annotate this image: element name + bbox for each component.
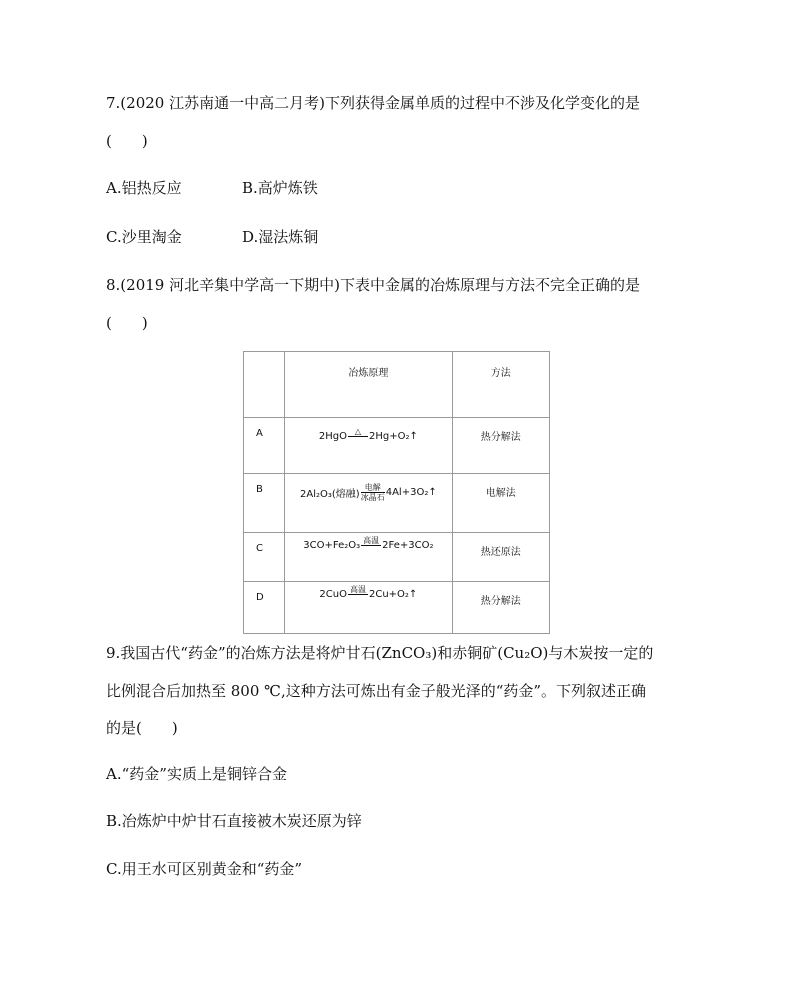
table-header-principle: 冶炼原理 xyxy=(285,352,452,418)
q9-option-c: C.用王水可区别黄金和“药金” xyxy=(106,860,303,878)
reactants: 2Al₂O₃(熔融) xyxy=(300,489,360,500)
q9-stem-line3: 的是( ) xyxy=(106,719,178,737)
reactants: 2HgO xyxy=(318,431,347,442)
products: 2Cu+O₂↑ xyxy=(368,589,418,600)
q7-option-c: C.沙里淘金 xyxy=(106,228,182,246)
method-cell: 热分解法 xyxy=(452,582,549,634)
q7-option-a: A.铝热反应 xyxy=(106,179,182,197)
reaction-condition xyxy=(348,585,368,604)
condition-top: 电解 xyxy=(364,483,381,492)
products: 2Hg+O₂↑ xyxy=(368,431,418,442)
row-label: D xyxy=(244,582,285,634)
products: 4Al+3O₂↑ xyxy=(385,487,437,498)
equation-cell xyxy=(285,533,452,582)
q8-stem: 8.(2019 河北辛集中学高一下期中)下表中金属的冶炼原理与方法不完全正确的是 xyxy=(106,276,640,294)
reaction-condition xyxy=(348,427,368,446)
condition-bottom: 冰晶石 xyxy=(360,493,385,502)
reaction-condition xyxy=(361,483,385,502)
reactants: 2CuO xyxy=(319,589,347,600)
q7-option-d: D.湿法炼铜 xyxy=(242,228,319,246)
q9-stem-line1: 9.我国古代“药金”的冶炼方法是将炉甘石(ZnCO₃)和赤铜矿(Cu₂O)与木炭按一定的 xyxy=(106,644,654,662)
reaction-condition xyxy=(361,536,381,555)
row-label: A xyxy=(244,418,285,474)
q9-option-b: B.冶炼炉中炉甘石直接被木炭还原为锌 xyxy=(106,812,362,830)
q7-answer-paren: ( ) xyxy=(106,132,148,150)
method-cell: 电解法 xyxy=(452,474,549,533)
table-row xyxy=(244,533,550,582)
reactants: 3CO+Fe₂O₃ xyxy=(303,540,361,551)
row-label: B xyxy=(244,474,285,533)
q9-option-a: A.“药金”实质上是铜锌合金 xyxy=(106,765,287,783)
equals-bar xyxy=(348,436,368,437)
q9-stem-line2: 比例混合后加热至 800 ℃,这种方法可炼出有金子般光泽的“药金”。下列叙述正确 xyxy=(106,682,647,700)
table-row xyxy=(244,582,550,634)
row-label: C xyxy=(244,533,285,582)
q8-answer-paren: ( ) xyxy=(106,314,148,332)
method-cell: 热还原法 xyxy=(452,533,549,582)
table-row xyxy=(244,474,550,533)
table-header-row xyxy=(244,352,550,418)
equation-cell xyxy=(285,582,452,634)
equation-cell xyxy=(285,418,452,474)
condition-top: 高温 xyxy=(363,536,380,545)
equation-cell xyxy=(285,474,452,533)
condition-top: 高温 xyxy=(349,585,366,594)
equals-bar xyxy=(361,545,381,546)
products: 2Fe+3CO₂ xyxy=(382,540,434,551)
table-header-blank xyxy=(244,352,285,418)
method-cell: 热分解法 xyxy=(452,418,549,474)
equals-bar xyxy=(348,594,368,595)
table-row xyxy=(244,418,550,474)
q7-stem: 7.(2020 江苏南通一中高二月考)下列获得金属单质的过程中不涉及化学变化的是 xyxy=(106,94,640,112)
condition-top: △ xyxy=(354,427,362,436)
table-header-method: 方法 xyxy=(452,352,549,418)
q7-option-b: B.高炉炼铁 xyxy=(242,179,318,197)
smelting-table xyxy=(243,351,550,634)
